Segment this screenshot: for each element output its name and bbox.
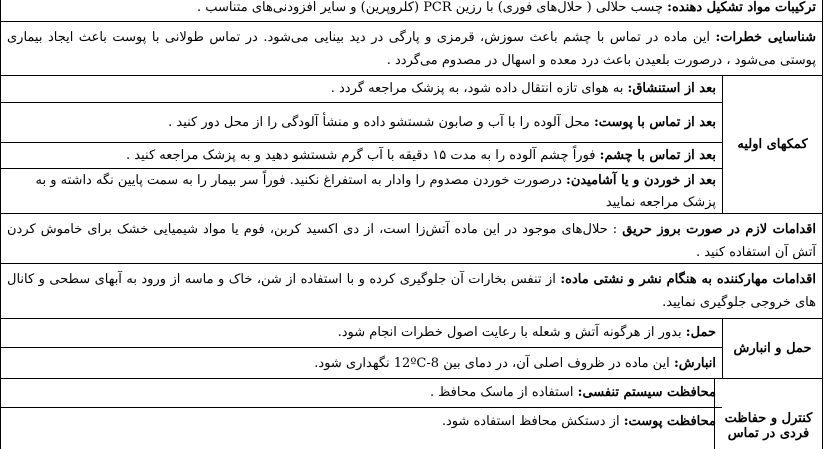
hazards-label: شناسایی خطرات: — [715, 30, 816, 45]
ppe-item — [1, 379, 722, 408]
composition-label: ترکیبات مواد تشکیل دهنده: — [667, 0, 816, 15]
handling-cells — [1, 319, 722, 378]
ppe-text: از دستکش محافظ استفاده شود. — [441, 414, 620, 429]
first-aid-title: کمکهای اولیه — [722, 76, 822, 213]
handling-label: انبارش: — [673, 355, 716, 371]
first-aid-label: بعد از خوردن و یا آشامیدن: — [566, 173, 716, 188]
first-aid-item — [1, 143, 722, 169]
fire-label: اقدامات لازم در صورت بروز حریق — [622, 222, 817, 237]
first-aid-section — [0, 76, 823, 214]
composition-row — [0, 0, 823, 22]
hazards-row — [0, 22, 823, 76]
ppe-label: محافظت پوست: — [623, 414, 716, 429]
first-aid-text: محل آلوده را با آب و صابون شستشو داده و منشأ آلودگی را از محل دور کنید . — [168, 114, 590, 130]
spill-row — [0, 264, 823, 319]
handling-text: این ماده در ظروف اصلی آن، در دمای بین 8-12ºC نگهداری شود. — [314, 355, 670, 371]
fire-text: : حلال‌های موجود در این ماده آتش‌زا است، از دی اکسید کربن، فوم یا مواد شیمیایی خشک برای خاموش کردن آتش آن استفاده کنید . — [7, 222, 816, 260]
fire-row — [0, 214, 823, 264]
ppe-text: استفاده از ماسک محافظ . — [430, 385, 574, 400]
ppe-item — [1, 408, 722, 449]
first-aid-cells — [1, 76, 722, 213]
handling-label: حمل: — [685, 325, 716, 340]
first-aid-label: بعد از استنشاق: — [627, 81, 716, 96]
first-aid-label: بعد از تماس با چشم: — [599, 147, 716, 163]
first-aid-text: درصورت خوردن مصدوم را وادار به استفراغ نکنید. فوراً سر بیمار را به سمت پایین نگه داشته و به پزشک مراجعه نمایید — [35, 173, 716, 210]
hazards-text: این ماده در تماس با چشم باعث سوزش، قرمزی و پارگی در دید بینایی می‌شود. در تماس طولانی با پوست باعث ایجاد بیماری پوستی می‌شود ، درصورت بلعیدن باعث درد معده و اسهال در مصدوم می‌گردد . — [7, 30, 816, 68]
first-aid-item — [1, 169, 722, 214]
spill-label: اقدامات مهارکننده به هنگام نشر و نشتی ماده: — [560, 272, 816, 287]
first-aid-item — [1, 103, 722, 143]
ppe-title: کنترل و حفاظت فردی در تماس — [714, 379, 822, 449]
ppe-section — [0, 379, 823, 449]
composition-text: چسب حلالی ( حلال‌های فوری) با رزین PCR (کلروپرین) و سایر افزودنی‌های متناسب . — [197, 0, 663, 15]
first-aid-text: فوراً چشم آلوده را به مدت ۱۵ دقیقه با آب گرم شستشو دهید و به پزشک مراجعه کنید . — [126, 147, 596, 163]
handling-item — [1, 348, 722, 379]
handling-section — [0, 319, 823, 379]
ppe-cells — [1, 379, 722, 449]
first-aid-item — [1, 76, 722, 103]
spill-text: از تنفس بخارات آن جلوگیری کرده و با استفاده از شن، خاک و ماسه از ورود به آبهای سطحی و کانال های خروجی جلوگیری نمایید. — [7, 272, 816, 310]
handling-title: حمل و انبارش — [722, 319, 822, 378]
ppe-label: محافظت سیستم تنفسی: — [577, 385, 716, 400]
handling-item — [1, 319, 722, 348]
first-aid-label: بعد از تماس با پوست: — [593, 114, 716, 130]
first-aid-text: به هوای تازه انتقال داده شود، به پزشک مراجعه گردد . — [330, 81, 624, 96]
handling-text: بدور از هرگونه آتش و شعله با رعایت اصول خطرات انجام شود. — [337, 325, 682, 340]
